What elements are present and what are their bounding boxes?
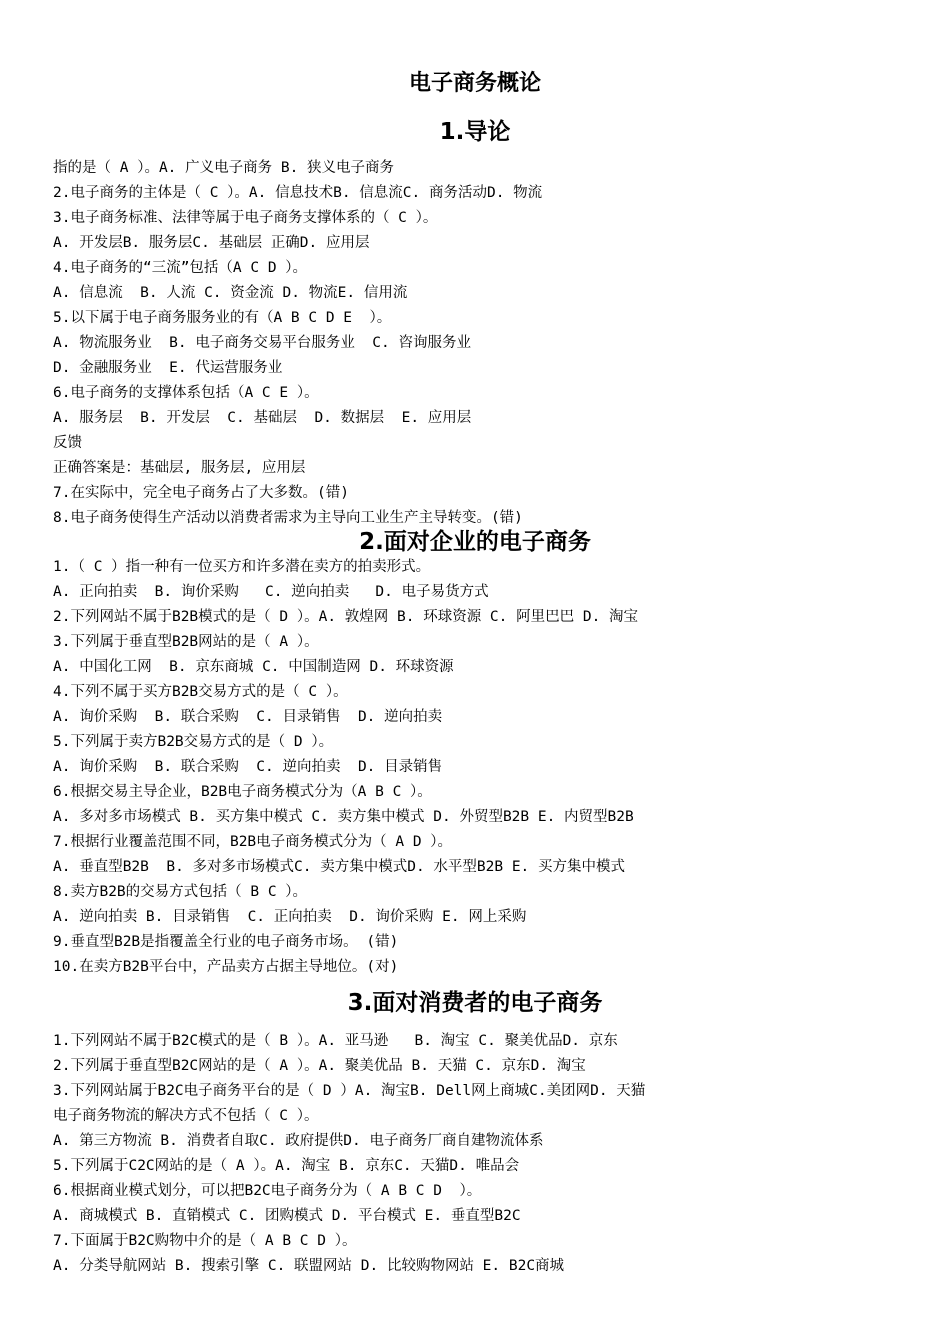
section-heading-3: 3.面对消费者的电子商务 (347, 990, 603, 1016)
text-line: A. 分类导航网站 B. 搜索引擎 C. 联盟网站 D. 比较购物网站 E. B2C商城 (53, 1258, 565, 1274)
text-line: 9.垂直型B2B是指覆盖全行业的电子商务市场。 (错) (53, 934, 399, 950)
text-line: 5.以下属于电子商务服务业的有（A B C D E ）。 (53, 310, 392, 326)
text-line: A. 询价采购 B. 联合采购 C. 目录销售 D. 逆向拍卖 (53, 709, 443, 725)
text-line: 5.下列属于C2C网站的是（ A ）。A. 淘宝 B. 京东C. 天猫D. 唯品会 (53, 1158, 520, 1174)
text-line: A. 逆向拍卖 B. 目录销售 C. 正向拍卖 D. 询价采购 E. 网上采购 (53, 909, 527, 925)
text-line: 指的是（ A ）。A. 广义电子商务 B. 狭义电子商务 (53, 160, 395, 176)
text-line: 7.根据行业覆盖范围不同，B2B电子商务模式分为（ A D ）。 (53, 834, 453, 850)
text-line: A. 询价采购 B. 联合采购 C. 逆向拍卖 D. 目录销售 (53, 759, 443, 775)
text-line: 电子商务物流的解决方式不包括（ C ）。 (53, 1108, 319, 1124)
text-line: 2.下列网站不属于B2B模式的是（ D ）。A. 敦煌网 B. 环球资源 C. 阿里巴巴 D. 淘宝 (53, 609, 639, 625)
text-line: 7.在实际中，完全电子商务占了大多数。(错) (53, 485, 349, 501)
text-line: A. 商城模式 B. 直销模式 C. 团购模式 D. 平台模式 E. 垂直型B2C (53, 1208, 521, 1224)
text-line: 2.电子商务的主体是（ C ）。A. 信息技术B. 信息流C. 商务活动D. 物流 (53, 185, 543, 201)
text-line: A. 物流服务业 B. 电子商务交易平台服务业 C. 咨询服务业 (53, 335, 471, 351)
section-heading-1: 1.导论 (439, 119, 511, 145)
text-line: 3.电子商务标准、法律等属于电子商务支撑体系的（ C ）。 (53, 210, 438, 226)
text-line: A. 服务层 B. 开发层 C. 基础层 D. 数据层 E. 应用层 (53, 410, 472, 426)
text-line: A. 第三方物流 B. 消费者自取C. 政府提供D. 电子商务厂商自建物流体系 (53, 1133, 544, 1149)
text-line: A. 正向拍卖 B. 询价采购 C. 逆向拍卖 D. 电子易货方式 (53, 584, 489, 600)
text-line: 3.下列属于垂直型B2B网站的是（ A ）。 (53, 634, 319, 650)
text-line: 7.下面属于B2C购物中介的是（ A B C D ）。 (53, 1233, 357, 1249)
text-line: 8.电子商务使得生产活动以消费者需求为主导向工业生产主导转变。(错) (53, 510, 523, 526)
text-line: 8.卖方B2B的交易方式包括（ B C ）。 (53, 884, 308, 900)
text-line: 6.电子商务的支撑体系包括（A C E ）。 (53, 385, 319, 401)
text-line: 6.根据商业模式划分，可以把B2C电子商务分为（ A B C D ）。 (53, 1183, 482, 1199)
text-line: A. 中国化工网 B. 京东商城 C. 中国制造网 D. 环球资源 (53, 659, 454, 675)
text-line: A. 垂直型B2B B. 多对多市场模式C. 卖方集中模式D. 水平型B2B E. 买方集中模式 (53, 859, 626, 875)
text-line: 反馈 (53, 435, 82, 451)
section-heading-2: 2.面对企业的电子商务 (359, 529, 591, 555)
text-line: 3.下列网站属于B2C电子商务平台的是（ D ）A. 淘宝B. Dell网上商城C.美团网D. 天猫 (53, 1083, 646, 1099)
document-title: 电子商务概论 (408, 71, 541, 96)
text-line: 4.电子商务的“三流”包括（A C D ）。 (53, 260, 308, 276)
text-line: D. 金融服务业 E. 代运营服务业 (53, 360, 283, 376)
text-line: 2.下列属于垂直型B2C网站的是（ A ）。A. 聚美优品 B. 天猫 C. 京东D. 淘宝 (53, 1058, 586, 1074)
text-line: 6.根据交易主导企业，B2B电子商务模式分为（A B C ）。 (53, 784, 432, 800)
text-line: 1.（ C ）指一种有一位买方和许多潜在卖方的拍卖形式。 (53, 559, 431, 575)
text-line: 10.在卖方B2B平台中，产品卖方占据主导地位。(对) (53, 959, 399, 975)
text-line: 5.下列属于卖方B2B交易方式的是（ D ）。 (53, 734, 334, 750)
text-line: 正确答案是：基础层, 服务层, 应用层 (53, 460, 306, 476)
text-line: A. 多对多市场模式 B. 买方集中模式 C. 卖方集中模式 D. 外贸型B2B E. 内贸型B2B (53, 809, 634, 825)
text-line: 4.下列不属于买方B2B交易方式的是（ C ）。 (53, 684, 348, 700)
text-line: A. 开发层B. 服务层C. 基础层 正确D. 应用层 (53, 235, 370, 251)
text-line: 1.下列网站不属于B2C模式的是（ B ）。A. 亚马逊 B. 淘宝 C. 聚美优品D. 京东 (53, 1033, 618, 1049)
text-line: A. 信息流 B. 人流 C. 资金流 D. 物流E. 信用流 (53, 285, 408, 301)
